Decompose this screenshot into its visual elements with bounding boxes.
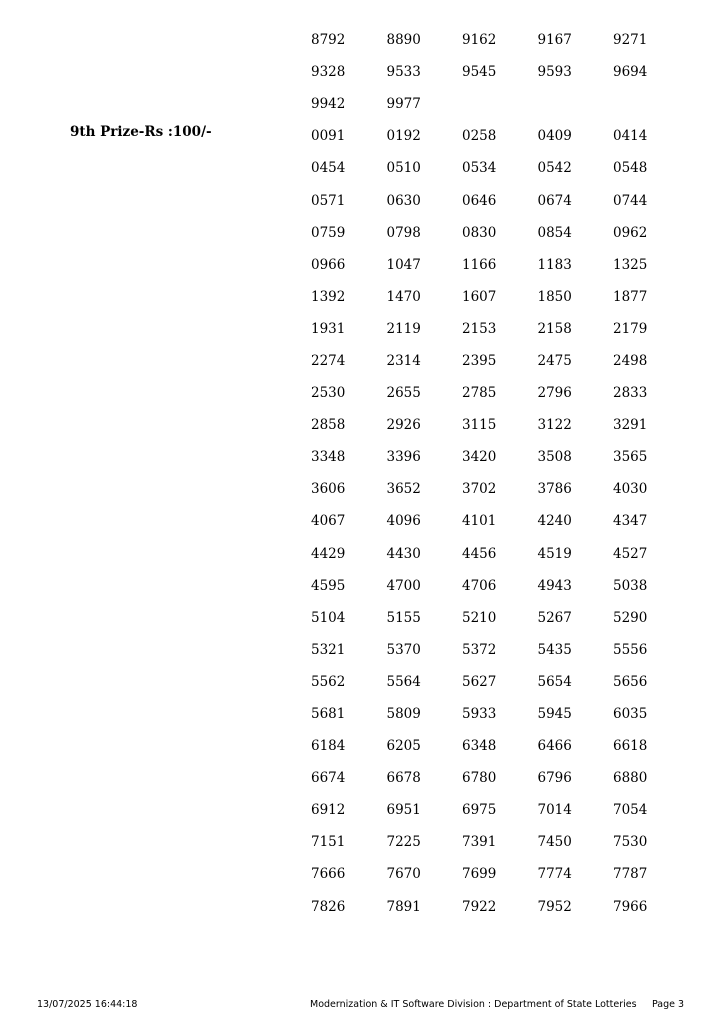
number-grid — [311, 24, 689, 923]
prize-number: 3348 — [311, 449, 346, 466]
table-row — [311, 891, 689, 923]
prize-number: 7054 — [613, 802, 648, 819]
prize-number: 6205 — [386, 738, 421, 755]
prize-number: 4067 — [311, 513, 346, 530]
prize-number: 9162 — [462, 32, 497, 49]
prize-number: 0962 — [613, 224, 648, 241]
prize-number: 1166 — [462, 256, 497, 273]
table-row — [311, 826, 689, 858]
prize-number: 5370 — [386, 641, 421, 658]
prize-number: 4943 — [537, 577, 572, 594]
table-row — [311, 281, 689, 313]
prize-number: 4700 — [386, 577, 421, 594]
prize-number: 4456 — [462, 545, 497, 562]
prize-number: 9977 — [386, 96, 421, 113]
prize-number: 2926 — [386, 417, 421, 434]
prize-number: 6780 — [462, 770, 497, 787]
prize-number: 6796 — [537, 770, 572, 787]
table-row — [311, 570, 689, 602]
prize-number: 2153 — [462, 320, 497, 337]
prize-number: 8792 — [311, 32, 346, 49]
prize-number: 1392 — [311, 288, 346, 305]
prize-number: 0646 — [462, 192, 497, 209]
prize-number: 2119 — [386, 320, 421, 337]
prize-number: 5210 — [462, 609, 497, 626]
prize-number: 0414 — [613, 128, 648, 145]
table-row — [311, 409, 689, 441]
prize-number: 4595 — [311, 577, 346, 594]
prize-number: 4347 — [613, 513, 648, 530]
prize-number: 3115 — [462, 417, 497, 434]
prize-number: 9167 — [537, 32, 572, 49]
prize-number: 1607 — [462, 288, 497, 305]
prize-number: 8890 — [386, 32, 421, 49]
prize-number: 7787 — [613, 866, 648, 883]
prize-number: 3786 — [537, 481, 572, 498]
prize-number: 1183 — [537, 256, 572, 273]
prize-number: 0798 — [386, 224, 421, 241]
prize-number: 7922 — [462, 898, 497, 915]
prize-number: 5290 — [613, 609, 648, 626]
prize-number: 2796 — [537, 385, 572, 402]
prize-number: 0571 — [311, 192, 346, 209]
prize-number: 2530 — [311, 385, 346, 402]
page-number: Page 3 — [652, 999, 685, 1010]
table-row — [311, 249, 689, 281]
table-row — [311, 56, 689, 88]
prize-category-label: 9th Prize-Rs :100/- — [70, 124, 212, 140]
prize-number: 6348 — [462, 738, 497, 755]
prize-number: 5435 — [537, 641, 572, 658]
prize-number: 7670 — [386, 866, 421, 883]
table-row — [311, 88, 689, 120]
prize-number: 5654 — [537, 673, 572, 690]
prize-number: 7699 — [462, 866, 497, 883]
prize-number: 4527 — [613, 545, 648, 562]
table-row — [311, 602, 689, 634]
prize-number: 2833 — [613, 385, 648, 402]
table-row — [311, 345, 689, 377]
prize-number: 1931 — [311, 320, 346, 337]
prize-number: 5562 — [311, 673, 346, 690]
prize-number: 0454 — [311, 160, 346, 177]
prize-number: 7450 — [537, 834, 572, 851]
table-row — [311, 473, 689, 505]
prize-number: 0510 — [386, 160, 421, 177]
prize-number: 3508 — [537, 449, 572, 466]
division-credit: Modernization & IT Software Division : Department of State Lotteries — [310, 999, 637, 1010]
prize-number: 5556 — [613, 641, 648, 658]
prize-number: 9593 — [537, 64, 572, 81]
prize-number: 5564 — [386, 673, 421, 690]
prize-number: 7774 — [537, 866, 572, 883]
prize-number: 2785 — [462, 385, 497, 402]
prize-number: 5627 — [462, 673, 497, 690]
prize-number: 7014 — [537, 802, 572, 819]
prize-number: 0630 — [386, 192, 421, 209]
prize-number: 4429 — [311, 545, 346, 562]
prize-number: 5038 — [613, 577, 648, 594]
prize-number: 9545 — [462, 64, 497, 81]
prize-number: 3606 — [311, 481, 346, 498]
prize-number: 3420 — [462, 449, 497, 466]
prize-number: 1047 — [386, 256, 421, 273]
prize-number: 7666 — [311, 866, 346, 883]
prize-number: 3396 — [386, 449, 421, 466]
prize-number: 2498 — [613, 352, 648, 369]
prize-number: 2158 — [537, 320, 572, 337]
prize-number: 1850 — [537, 288, 572, 305]
prize-number: 9694 — [613, 64, 648, 81]
prize-number: 0674 — [537, 192, 572, 209]
prize-number: 5155 — [386, 609, 421, 626]
prize-number: 2314 — [386, 352, 421, 369]
prize-number: 5104 — [311, 609, 346, 626]
table-row — [311, 120, 689, 152]
prize-number: 3565 — [613, 449, 648, 466]
table-row — [311, 313, 689, 345]
prize-number: 0966 — [311, 256, 346, 273]
prize-number: 7151 — [311, 834, 346, 851]
prize-number: 3291 — [613, 417, 648, 434]
prize-number: 5933 — [462, 706, 497, 723]
prize-number: 5321 — [311, 641, 346, 658]
prize-number: 9328 — [311, 64, 346, 81]
prize-number: 0534 — [462, 160, 497, 177]
prize-number: 5809 — [386, 706, 421, 723]
prize-number: 6466 — [537, 738, 572, 755]
prize-number: 5945 — [537, 706, 572, 723]
table-row — [311, 666, 689, 698]
prize-number: 2395 — [462, 352, 497, 369]
prize-number: 6912 — [311, 802, 346, 819]
prize-number: 3652 — [386, 481, 421, 498]
prize-number: 7952 — [537, 898, 572, 915]
table-row — [311, 634, 689, 666]
prize-number: 2179 — [613, 320, 648, 337]
prize-number: 1470 — [386, 288, 421, 305]
table-row — [311, 377, 689, 409]
prize-number: 7966 — [613, 898, 648, 915]
prize-number: 0542 — [537, 160, 572, 177]
prize-number: 7891 — [386, 898, 421, 915]
table-row — [311, 858, 689, 890]
prize-number: 4096 — [386, 513, 421, 530]
prize-number: 5267 — [537, 609, 572, 626]
prize-number: 5681 — [311, 706, 346, 723]
prize-number: 7391 — [462, 834, 497, 851]
prize-number: 6674 — [311, 770, 346, 787]
prize-number: 1325 — [613, 256, 648, 273]
prize-number: 7530 — [613, 834, 648, 851]
table-row — [311, 730, 689, 762]
prize-number: 6951 — [386, 802, 421, 819]
prize-number: 9533 — [386, 64, 421, 81]
prize-number: 3122 — [537, 417, 572, 434]
table-row — [311, 152, 689, 184]
table-row — [311, 441, 689, 473]
prize-number: 2475 — [537, 352, 572, 369]
print-timestamp: 13/07/2025 16:44:18 — [37, 999, 138, 1010]
prize-number: 6035 — [613, 706, 648, 723]
prize-number: 9271 — [613, 32, 648, 49]
prize-number: 5656 — [613, 673, 648, 690]
prize-number: 0409 — [537, 128, 572, 145]
prize-number: 6678 — [386, 770, 421, 787]
prize-number: 2655 — [386, 385, 421, 402]
table-row — [311, 794, 689, 826]
table-row — [311, 505, 689, 537]
prize-number: 4519 — [537, 545, 572, 562]
prize-number: 0258 — [462, 128, 497, 145]
prize-number: 0192 — [386, 128, 421, 145]
prize-number: 2858 — [311, 417, 346, 434]
table-row — [311, 24, 689, 56]
prize-number: 0744 — [613, 192, 648, 209]
prize-number: 1877 — [613, 288, 648, 305]
prize-number: 0830 — [462, 224, 497, 241]
table-row — [311, 762, 689, 794]
prize-number: 5372 — [462, 641, 497, 658]
prize-number: 0854 — [537, 224, 572, 241]
table-row — [311, 698, 689, 730]
prize-number: 3702 — [462, 481, 497, 498]
table-row — [311, 538, 689, 570]
prize-number: 0091 — [311, 128, 346, 145]
prize-number: 4030 — [613, 481, 648, 498]
table-row — [311, 184, 689, 216]
table-row — [311, 217, 689, 249]
prize-number: 0759 — [311, 224, 346, 241]
prize-number: 6184 — [311, 738, 346, 755]
prize-number: 2274 — [311, 352, 346, 369]
prize-number: 6618 — [613, 738, 648, 755]
prize-number: 4430 — [386, 545, 421, 562]
prize-number: 4706 — [462, 577, 497, 594]
prize-number: 4101 — [462, 513, 497, 530]
prize-number: 7225 — [386, 834, 421, 851]
prize-number: 6975 — [462, 802, 497, 819]
prize-number: 7826 — [311, 898, 346, 915]
prize-number: 9942 — [311, 96, 346, 113]
prize-number: 0548 — [613, 160, 648, 177]
prize-number: 6880 — [613, 770, 648, 787]
prize-number: 4240 — [537, 513, 572, 530]
